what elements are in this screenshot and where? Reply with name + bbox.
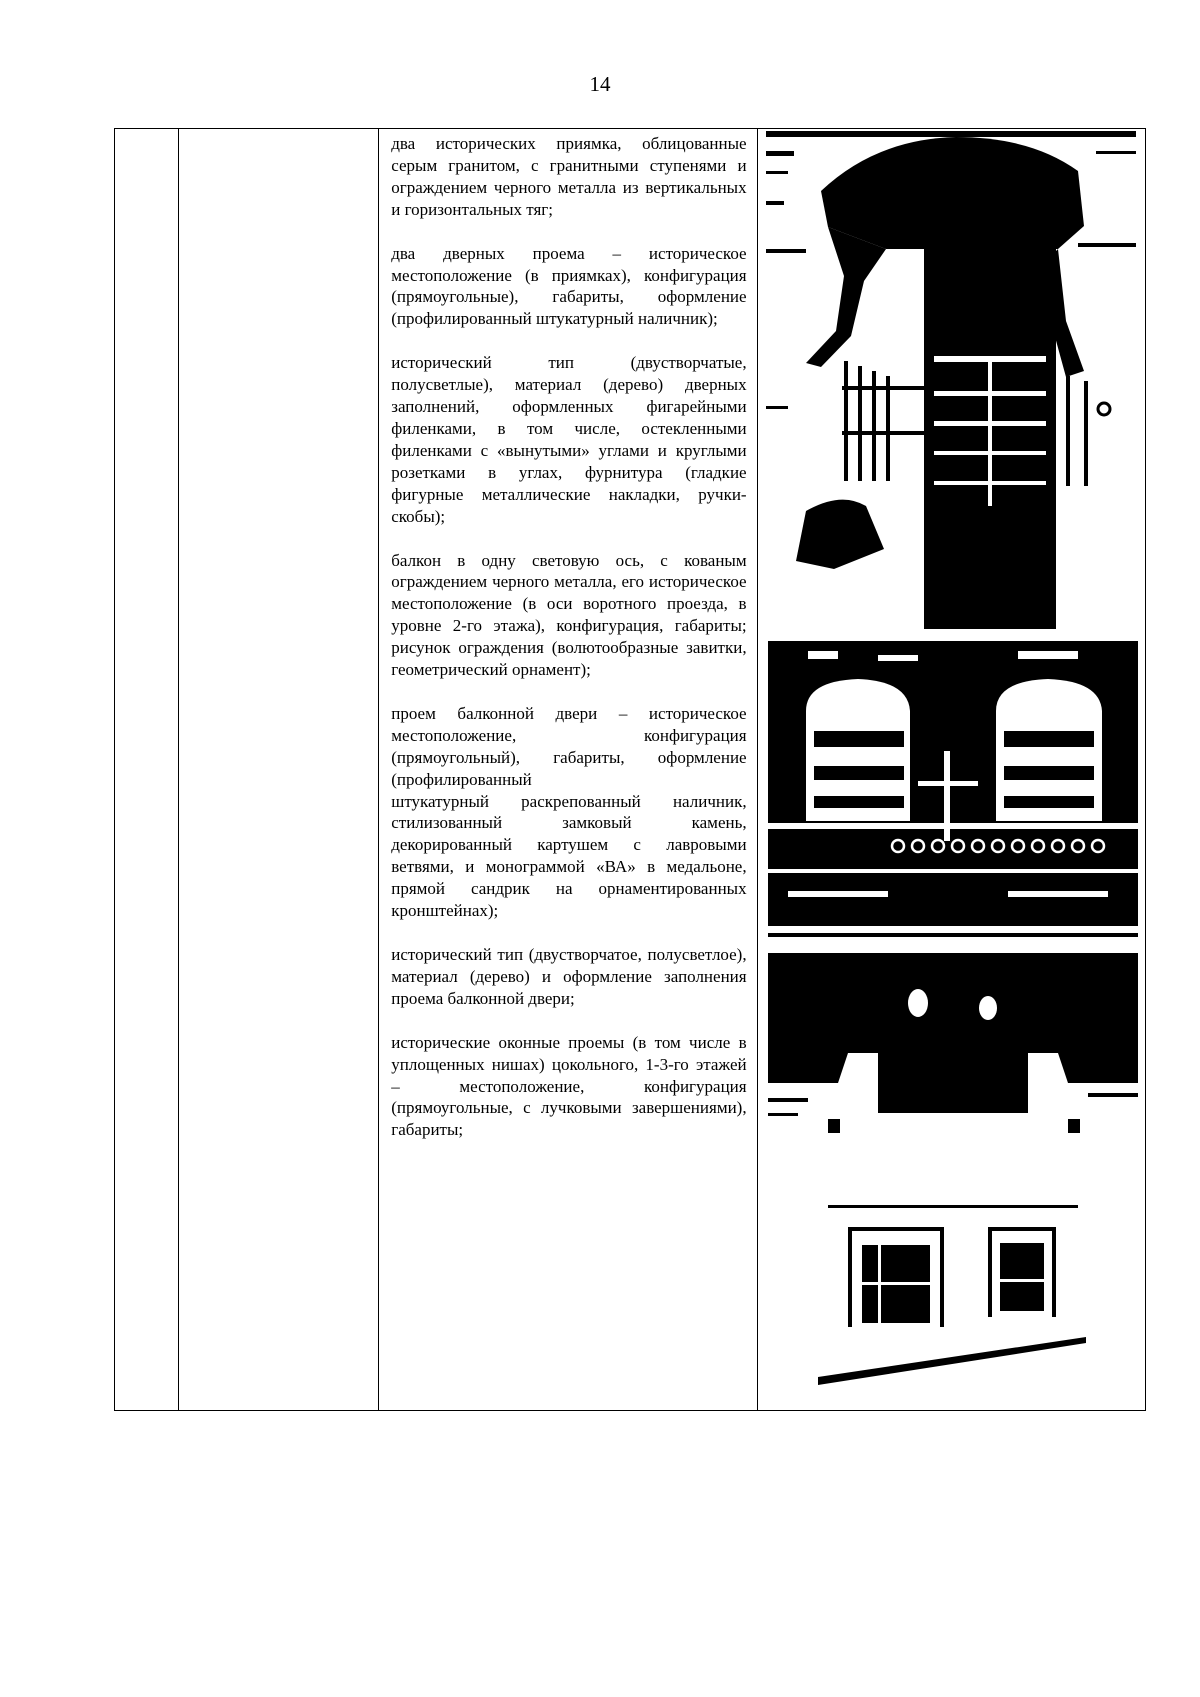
photo-architrave-cartouche	[768, 933, 1138, 1133]
protected-elements-table	[114, 128, 1146, 1411]
row-name-cell	[179, 129, 379, 1411]
table-row	[115, 129, 1146, 1411]
photo-balcony	[768, 641, 1138, 926]
photo-entrance-canopy	[766, 131, 1136, 636]
paragraph-pits: два исторических приямка, облицованные серым гранитом, с гранитными ступенями и ограждением черного металла из вертикальных и горизонтальных тяг;	[391, 134, 747, 219]
paragraph-door-fillings: исторический тип (двустворчатые, полусветлые), материал (дерево) дверных заполнений, оформленных фигарейными филенками, в том числе, остекленными филенками с «вынутыми» углами и круглыми розетками в углах, фурнитура (гладкие фигурные металлические накладки, ручки-скобы);	[391, 353, 747, 526]
photo-cell	[757, 129, 1145, 1411]
paragraph-balcony: балкон в одну световую ось, с кованым ограждением черного металла, его историческое местоположение (в оси воротного проезда, в уровне 2-го этажа), конфигурация, габариты; рисунок ограждения (волютообразные завитки, геометрический орнамент);	[391, 550, 747, 680]
paragraph-balcony-door-opening: проем балконной двери – историческое местоположение, конфигурация (прямоугольный), габариты, оформление (профилированный	[391, 703, 747, 789]
page-number: 14	[589, 72, 611, 96]
photo-window-openings	[818, 1197, 1086, 1397]
paragraph-door-openings: два дверных проема – историческое местоположение (в приямках), конфигурация (прямоугольные), габариты, оформление (профилированный штукатурный наличник);	[391, 243, 747, 329]
paragraph-balcony-door-filling: исторический тип (двустворчатое, полусветлое), материал (дерево) и оформление заполнения проема балконной двери;	[391, 945, 747, 1008]
paragraph-window-openings: исторические оконные проемы (в том числе в уплощенных нишах) цокольного, 1-3-го этажей – местоположение, конфигурация (прямоугольные, с лучковыми завершениями), габариты;	[391, 1032, 747, 1140]
paragraph-balcony-door-architrave: штукатурный раскрепованный наличник, стилизованный замковый камень, декорированный картушем с лавровыми ветвями, и монограммой «ВА» в медальоне, прямой сандрик на орнаментированных кронштейнах);	[391, 791, 747, 921]
description-cell	[379, 129, 757, 1411]
row-number-cell	[115, 129, 179, 1411]
